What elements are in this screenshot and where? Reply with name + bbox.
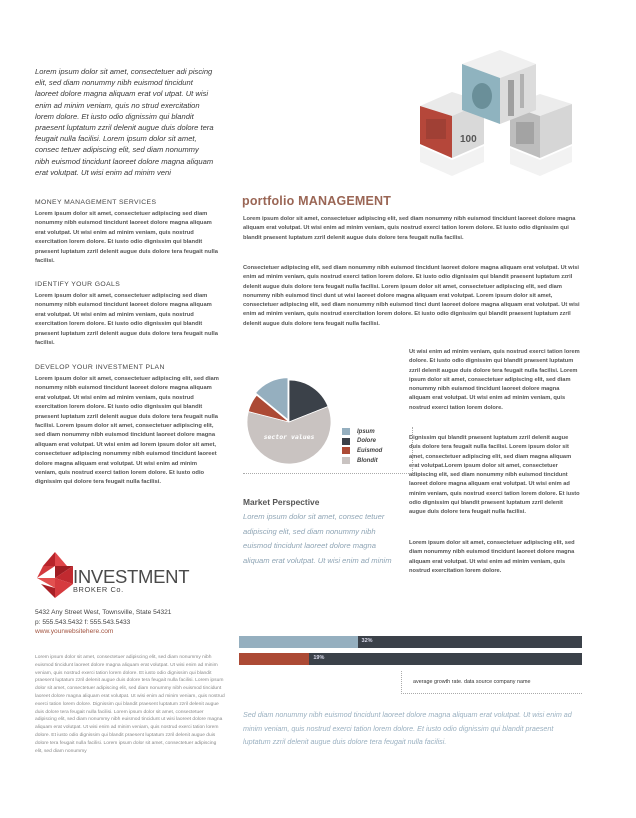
chart-caption: average growth rate. data source company name (413, 679, 531, 685)
pull-quote: Sed diam nonummy nibh euismod tincidunt laoreet dolore magna aliquam erat volutpat. Ut wisi enim ad minim veniam, quis nostrud exerci tation lorem dolore. Et iusto odio dignissim qui blandit praesent luptatum zzril delenit augue duis dolore tera feugait nulla facilisi. (243, 710, 572, 746)
market-text: Lorem ipsum dolor sit amet, consec tetuer adipiscing elit, sed diam nonummy nibh euismod tincidunt laoreet dolore magna aliquam erat volutpat. Ut wisi enim ad minim (243, 512, 392, 565)
section-heading: DEVELOP YOUR INVESTMENT PLAN (35, 364, 165, 371)
svg-text:100: 100 (460, 134, 477, 145)
fine-print: Lorem ipsum dolor sit amet, consectetuer adipiscing elit, sed diam nonummy nibh euismod tincidunt laoreet dolore magna aliquam erat volutpat. Ut wisi enim ad minim veniam, quis nostrud exerci tation lorem dolore. Et iusto odio dignissim qui blandit praesent luptatum zzril delenit augue duis dolore tera feugait nulla facilisi. Lorem ipsum dolor sit amet, consectetuer adipiscing elit, sed diam nonummy nibh euismod tincidunt laoreet dolore magna aliquam erat volutpat. Ut wisi enim ad minim veniam, quis nostrud exerci tation lorem dolore. Dignissim qui blandit praesent luptatum zzril delenit augue duis dolore tera feugait nulla facilisi. Lorem ipsum dolor sit amet, consectetuer adipiscing elit, sed diam nonummy nibh euismod tincidunt ut wisi laoreet dolore magna aliquam erat volutpat. Ut wisi enim ad minim veniam, quis nostrud exerci tation lorem dolore. Et iusto odio dignissim qui blandit praesent luptatum zzril delenit augue duis dolore tera feugait nulla facilisi. Lorem ipsum dolor sit amet, consectetuer adipiscing elit, sed diam nonummy (35, 655, 225, 754)
legend-swatch (342, 447, 350, 454)
growth-bar-1-fill (239, 636, 358, 648)
pie-center-label: sector values (263, 433, 315, 441)
legend-label: Euismod (357, 447, 383, 454)
growth-bar-2-fill (239, 653, 309, 665)
right-paragraph-3: Lorem ipsum dolor sit amet, consectetuer adipiscing elit, sed diam nonummy nibh euismod tincidunt laoreet dolore magna aliquam erat volutpat. Ut wisi enim ad minim veniam, quis nostrud exercitation lorem dolore. (409, 540, 575, 574)
contact-block (35, 608, 171, 637)
legend-swatch (342, 428, 350, 435)
legend-item-euismod (342, 446, 412, 456)
legend-item-blondit (342, 456, 412, 466)
section-body: Lorem ipsum dolor sit amet, consectetuer adipiscing sed diam nonummy nibh euismod tincidunt laoreet dolore magna aliquam erat volutpat. Ut wisi enim ad minim veniam, quis nostrud exercitation lorem dolore. Et iusto odio dignissim qui blandit praesent luptatum zzril delenit augue duis dolore tera feugait nulla facilisi. (35, 293, 218, 347)
money-cubes-image (412, 44, 582, 189)
growth-bar-1-label: 32% (361, 638, 373, 644)
portfolio-paragraph-1: Lorem ipsum dolor sit amet, consectetuer adipiscing elit, sed diam nonummy nibh euismod tincidunt laoreet dolore magna aliquam erat volutpat. Ut wisi enim ad minim veniam, quis nostrud exerci tation lorem dolore. Et iusto odio dignissim qui blandit praesent luptatum zzril delenit augue duis dolore tera feugait nulla facilisi. (243, 216, 576, 241)
legend-label: Ipsum (357, 428, 375, 435)
logo-mark-icon (37, 552, 73, 598)
section-money-management (35, 199, 220, 266)
logo-wordmark: INVESTMENT (73, 566, 190, 587)
section-body: Lorem ipsum dolor sit amet, consectetuer adipiscing elit, sed diam nonummy nibh euismod tincidunt laoreet dolore magna aliquam erat volutpat. Ut wisi enim ad minim veniam, quis nostrud exercitation lorem dolore. Et iusto odio dignissim qui blandit praesent luptatum zzril delenit augue duis dolore tera feugait nulla facilisi. Lorem ipsum dolor sit amet, consectetuer adipiscing elit, sed diam nonummy nibh euismod tincidunt laoreet dolore magna aliquam erat volutpat. Ut wisi enim ad lorem ipsum dolor sit amet, consectetuer adipiscing nonummy nibh euismod tincidunt laoreet dolore magna aliquam erat volutpat. Ut wisi enim ad minim veniam, quis nostrud exerci tation lorem dolore. Et iusto odio dignissim qui dolore tera feugait nulla facilisi. (35, 376, 219, 486)
section-heading: IDENTIFY YOUR GOALS (35, 281, 121, 288)
website-link[interactable]: www.yourwebsitehere.com (35, 628, 114, 636)
legend-label: Blondit (357, 457, 378, 464)
pie-legend (342, 427, 413, 473)
growth-bar-2-label: 19% (313, 655, 325, 661)
section-heading: MONEY MANAGEMENT SERVICES (35, 199, 157, 206)
right-paragraph-2: Dignissim qui blandit praesent luptatum zzril delenit augue duis dolore tera feugait nulla facilisi. Lorem ipsum dolor sit amet, consectetuer adipiscing elit, sed diam magna aliquam erat volutpat.Lorem ipsum dolor sit amet, consectetuer adipiscing elit, sed diam nonummy nibh euismod tincidunt laoreet dolore magna aliquam erat volutpat. Ut wisi enim ad minim veniam, quis nostrud exerci tation lorem dolore. Et iusto odio dignissim qui blandit praesent luptatum zzril delenit augue duis dolore tera feugait nulla facilisi. (409, 435, 580, 516)
pie-chart (240, 372, 340, 472)
legend-label: Dolore (357, 438, 377, 445)
logo-subtitle: BROKER Co. (73, 585, 124, 594)
chart-caption-box (401, 671, 582, 694)
legend-item-dolore (342, 437, 412, 447)
section-body: Lorem ipsum dolor sit amet, consectetuer adipiscing sed diam nonummy nibh euismod tincidunt laoreet dolore magna aliquam erat volutpat. Ut wisi enim ad minim veniam, quis nostrud exercitation lorem dolore. Et iusto odio dignissim qui blandit praesent luptatum zzril delenit augue duis dolore tera feugait nulla facilisi. (35, 211, 218, 265)
portfolio-paragraph-2: Consectetuer adipiscing elit, sed diam nonummy nibh euismod tincidunt laoreet dolore magna aliquam erat volutpat. Ut wisi enim ad minim veniam, quis nostrud exerci tation lorem dolore. Et iusto odio dignissim qui blandit praesent luptatum zzril delenit augue duis dolore tera feugait nulla facilisi. Lorem ipsum dolor sit amet, consectetuer adipiscing elit, sed diam nonummy nibh euismod tinci dunt ut wisi laoreet dolore magna aliquam erat volutpat. Lorem ipsum dolor sit amet, consectetuer adipiscing elit, sed diam nonummy nibh euismod tinci dunt laoreet dolore magna aliquam erat volutpat. Ut wisi enim ad minim veniam, quis nostrud exercitation lorem dolore. Et iusto odio dignissim qui blandit praesent luptatum zzril delenit augue duis dolore tera feugait nulla facilisi. (243, 265, 580, 327)
legend-swatch (342, 457, 350, 464)
legend-swatch (342, 438, 350, 445)
growth-bar-1 (239, 636, 582, 648)
right-paragraph-1: Ut wisi enim ad minim veniam, quis nostrud exerci tation lorem dolore. Et iusto odio dignissim qui blandit praesent luptatum zzril delenit augue duis dolore tera feugait nulla facilisi. Lorem ipsum dolor sit amet, consectetuer adipiscing elit, sed diam nonummy nibh euismod tincidunt laoreet dolore magna aliquam erat volutpat. Ut wisi enim ad minim veniam, quis nostrud exerci tation lorem dolore. (409, 349, 580, 411)
intro-paragraph: Lorem ipsum dolor sit amet, consectetuer adi piscing elit, sed diam nonummy nibh euismod tincidunt laoreet dolore magna aliquam erat vol utpat. Ut wisi enim ad minim veniam, quis no strud exercitation lorem dolore. Et iusto odio dignissim qui blandit praesent luptatum zzril delenit augue duis dolore tera feugait nulla facilisi. Lorem ipsum dolor sit amet, consec tetuer adipiscing elit, sed diam nonummy nibh euismod tincidunt laoreet dolore magna aliquam erat volutpat. Ut wisi enim ad minim veni (35, 67, 214, 177)
section-investment-plan (35, 364, 220, 488)
portfolio-title: portfolio MANAGEMENT (242, 194, 392, 208)
market-heading: Market Perspective (243, 497, 320, 507)
section-identify-goals (35, 281, 220, 348)
phone-fax: p: 555.543.5432 f: 555.543.5433 (35, 618, 131, 626)
growth-bar-2 (239, 653, 582, 665)
address: 5432 Any Street West, Townsville, State 54321 (35, 609, 172, 616)
legend-item-ipsum (342, 427, 412, 437)
pie-frame-divider (243, 473, 413, 474)
